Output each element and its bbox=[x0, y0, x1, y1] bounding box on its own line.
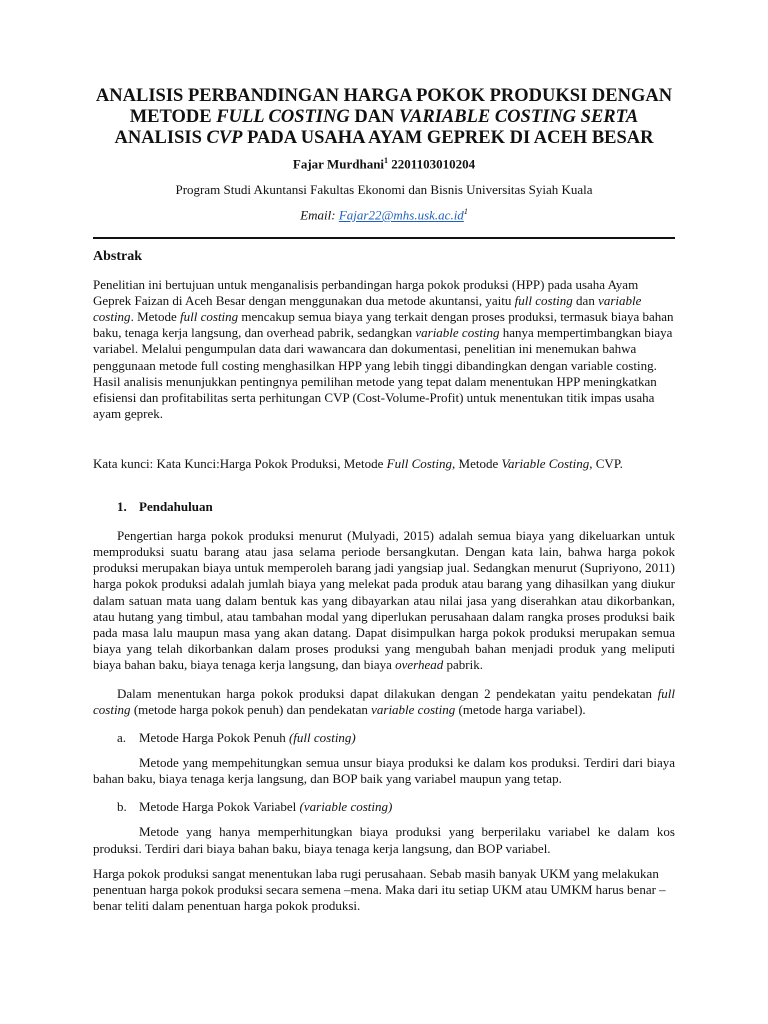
subsection-b-heading bbox=[93, 799, 675, 815]
paragraph-span: Dalam menentukan harga pokok produksi dapat dilakukan dengan 2 pendekatan yaitu pendekatan bbox=[117, 685, 658, 701]
abstract-italic: variable costing bbox=[415, 325, 500, 341]
abstract-text bbox=[93, 277, 675, 423]
keywords-span: , CVP. bbox=[589, 456, 623, 472]
email-label: Email: bbox=[300, 207, 339, 223]
subsection-title: Metode Harga Pokok Variabel bbox=[139, 799, 300, 815]
abstract-span: . Metode bbox=[130, 309, 181, 325]
author-id: 2201103010204 bbox=[388, 156, 476, 172]
header-divider bbox=[93, 237, 675, 239]
paragraph-span: (metode harga pokok penuh) dan pendekatan bbox=[130, 701, 372, 717]
affiliation: Program Studi Akuntansi Fakultas Ekonomi dan Bisnis Universitas Syiah Kuala bbox=[175, 182, 593, 198]
keywords-span: Kata kunci: Kata Kunci:Harga Pokok Produksi, Metode bbox=[93, 456, 387, 472]
title-line-1: ANALISIS PERBANDINGAN HARGA POKOK PRODUKSI DENGAN bbox=[95, 86, 673, 106]
subsection-b-text: Metode yang hanya memperhitungkan biaya produksi yang berperilaku variabel ke dalam kos produksi. Terdiri dari biaya bahan baku, biaya tenaga kerja langsung, dan BOP variabel. bbox=[93, 824, 675, 856]
keywords-italic: Variable Costing bbox=[501, 456, 590, 472]
abstract-span: Penelitian ini bertujuan untuk menganalisis perbandingan harga pokok produksi (HPP) pada usaha Ayam Geprek Faizan di Aceh Besar dengan menggunakan dua metode akuntansi, yaitu bbox=[93, 276, 639, 308]
author-name: Fajar Murdhani bbox=[292, 156, 385, 172]
subsection-number: b. bbox=[117, 799, 127, 815]
intro-paragraph-1 bbox=[93, 528, 675, 674]
section-heading bbox=[93, 499, 675, 515]
title-text: PADA USAHA AYAM GEPREK DI ACEH BESAR bbox=[242, 128, 654, 148]
title-line-2 bbox=[79, 107, 689, 128]
author-line bbox=[93, 156, 675, 172]
keywords-italic: Full Costing bbox=[386, 456, 453, 472]
subsection-number: a. bbox=[117, 729, 127, 745]
abstract-italic: variable costing bbox=[93, 292, 642, 325]
paragraph-italic: variable costing bbox=[371, 701, 456, 717]
abstract-heading: Abstrak bbox=[93, 248, 143, 264]
paper-page bbox=[93, 86, 675, 914]
title-italic: CVP bbox=[206, 128, 243, 148]
title-text: ANALISIS bbox=[114, 128, 207, 148]
title-text: DAN bbox=[349, 107, 400, 127]
email-superscript: 1 bbox=[463, 207, 468, 217]
intro-paragraph-2 bbox=[93, 686, 675, 718]
title-text: METODE bbox=[129, 107, 217, 127]
abstract-span: mencakup semua biaya yang terkait dengan proses produksi, termasuk biaya bahan baku, tenaga kerja langsung, dan overhead pabrik, sedangkan bbox=[93, 309, 674, 341]
paragraph-span: pabrik. bbox=[443, 657, 483, 673]
abstract-span: hanya mempertimbangkan biaya variabel. Melalui pengumpulan data dari wawancara dan dokumentasi, penelitian ini menemukan bahwa penggunaan metode full costing menghasilkan HPP yang lebih tinggi dibandingkan dengan variable costing. Hasil analisis menunjukkan pentingnya pemilihan metode yang tepat dalam menentukan HPP meningkatkan efisiensi dan profitabilitas serta perhitungan CVP (Cost-Volume-Profit) untuk menentukan titik impas usaha ayam geprek. bbox=[93, 325, 673, 422]
section-number: 1. bbox=[117, 498, 127, 514]
paragraph-span: (metode harga variabel). bbox=[455, 701, 586, 717]
title-line-3 bbox=[79, 128, 689, 149]
paper-title bbox=[79, 86, 689, 149]
subsection-a-text: Metode yang mempehitungkan semua unsur biaya produksi ke dalam kos produksi. Terdiri dari biaya bahan baku, biaya tenaga kerja langsung, dan BOP baik yang variabel maupun yang tetap. bbox=[93, 754, 675, 787]
paragraph-span: Pengertian harga pokok produksi menurut (Mulyadi, 2015) adalah semua biaya yang dikeluarkan untuk memproduksi suatu barang atau jasa selama periode bersangkutan. Dengan kata lain, bahwa harga pokok produksi merupakan biaya untuk memperoleh barang jadi yangsiap jual. Sedangkan menurut (Supriyono, 2011) harga pokok produksi adalah jumlah biaya yang melekat pada produk atau barang yang dihasilkan yang diukur dalam satuan mata uang dalam bentuk kas yang dibayarkan atau nilai jasa yang diserahkan atau dikorbankan, atau hutang yang timbul, atau tambahan modal yang diperlukan perusahaan dalam rangka proses produksi baik pada masa lalu maupun masa yang akan datang. Dapat disimpulkan harga pokok produksi merupakan semua biaya yang telah dikorbankan dalam proses produksi yang mengubah bahan menjadi produk yang meliputi biaya bahan baku, biaya tenaga kerja langsung, dan biaya bbox=[93, 527, 675, 673]
intro-paragraph-last: Harga pokok produksi sangat menentukan laba rugi perusahaan. Sebab masih banyak UKM yang melakukan penentuan harga pokok produksi secara semena –mena. Maka dari itu setiap UKM atau UMKM harus benar –benar teliti dalam penentuan harga pokok produksi. bbox=[93, 865, 666, 914]
abstract-span: dan bbox=[572, 292, 599, 308]
title-italic: FULL COSTING bbox=[216, 107, 350, 127]
title-italic: VARIABLE COSTING SERTA bbox=[399, 107, 639, 127]
subsection-title-italic: (full costing) bbox=[288, 729, 356, 745]
subsection-a-heading bbox=[93, 730, 675, 746]
section-title: Pendahuluan bbox=[139, 498, 213, 514]
subsection-title-italic: (variable costing) bbox=[299, 799, 393, 815]
author-superscript: 1 bbox=[384, 156, 389, 165]
email-line bbox=[93, 207, 675, 223]
paragraph-italic: overhead bbox=[395, 657, 444, 673]
abstract-italic: full costing bbox=[180, 309, 239, 325]
keywords bbox=[93, 456, 675, 472]
keywords-span: , Metode bbox=[452, 456, 502, 472]
email-link[interactable]: Fajar22@mhs.usk.ac.id bbox=[338, 207, 464, 223]
paragraph-italic: full costing bbox=[93, 685, 675, 717]
abstract-italic: full costing bbox=[514, 292, 573, 308]
subsection-title: Metode Harga Pokok Penuh bbox=[139, 729, 289, 745]
